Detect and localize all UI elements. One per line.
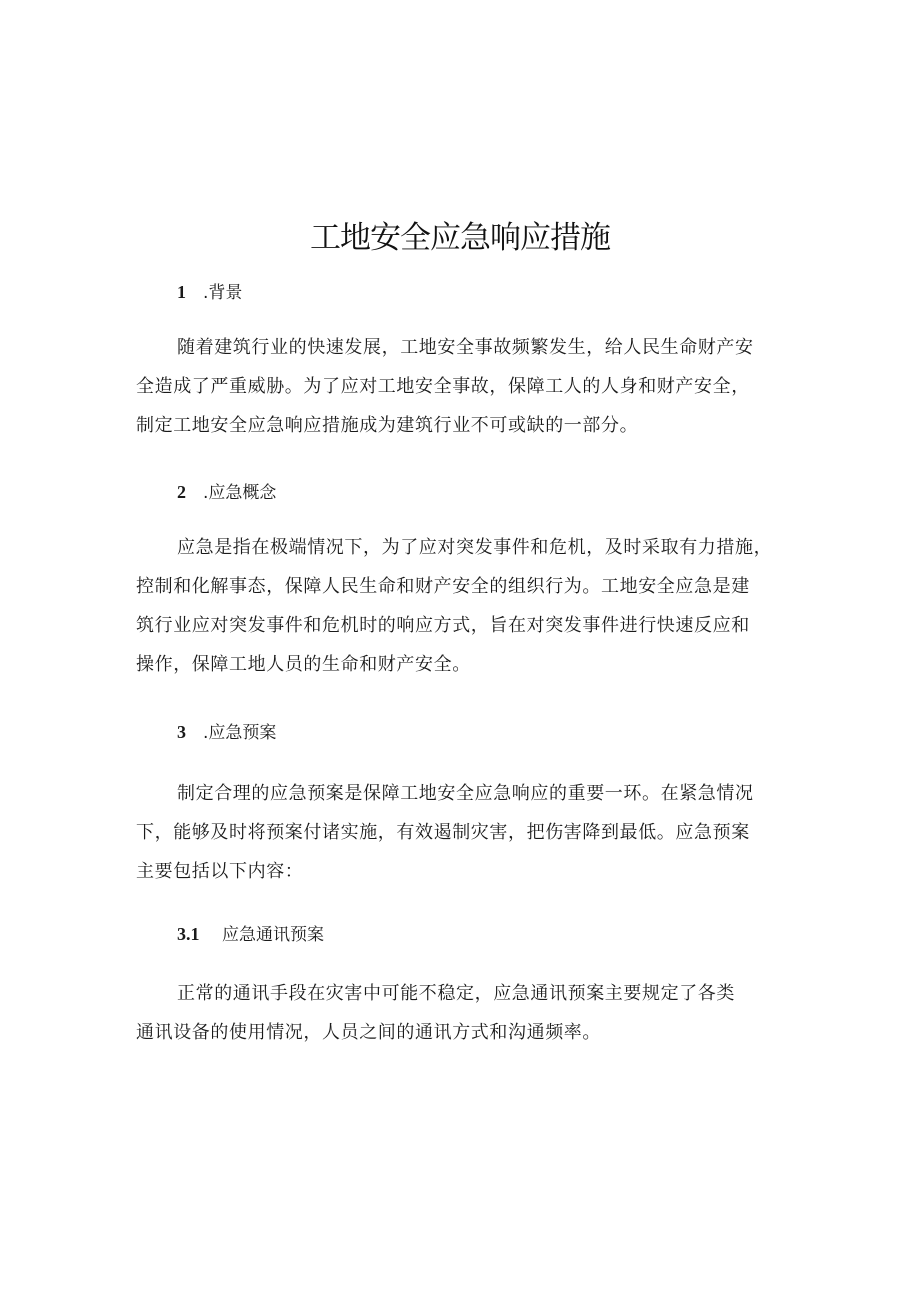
paragraph-line: 下，能够及时将预案付诸实施，有效遏制灾害，把伤害降到最低。应急预案 bbox=[136, 822, 750, 843]
section-title: .背景 bbox=[203, 283, 243, 303]
section-paragraph-3 bbox=[136, 774, 800, 891]
paragraph-line: 制定合理的应急预案是保障工地安全应急响应的重要一环。在紧急情况 bbox=[177, 783, 754, 804]
paragraph-line: 主要包括以下内容： bbox=[136, 861, 304, 882]
paragraph-line: 制定工地安全应急响应措施成为建筑行业不可或缺的一部分。 bbox=[136, 415, 639, 436]
document-title: 工地安全应急响应措施 bbox=[310, 220, 610, 256]
paragraph-line: 筑行业应对突发事件和危机时的响应方式，旨在对突发事件进行快速反应和 bbox=[136, 615, 750, 636]
section-number: 1 bbox=[177, 282, 186, 302]
subsection-heading-3-1 bbox=[177, 922, 324, 947]
section-paragraph-3-1 bbox=[136, 974, 800, 1052]
section-heading-1 bbox=[177, 280, 242, 305]
paragraph-line: 控制和化解事态，保障人民生命和财产安全的组织行为。工地安全应急是建 bbox=[136, 576, 750, 597]
section-number: 3 bbox=[177, 722, 186, 742]
section-title: .应急概念 bbox=[203, 483, 277, 503]
section-paragraph-1 bbox=[136, 328, 800, 445]
section-title: 应急通讯预案 bbox=[222, 925, 324, 945]
section-heading-2 bbox=[177, 480, 276, 505]
paragraph-line: 全造成了严重威胁。为了应对工地安全事故，保障工人的人身和财产安全， bbox=[136, 376, 750, 397]
paragraph-line: 操作，保障工地人员的生命和财产安全。 bbox=[136, 654, 471, 675]
paragraph-line: 应急是指在极端情况下，为了应对突发事件和危机，及时采取有力措施， bbox=[177, 537, 773, 558]
section-number: 3.1 bbox=[177, 924, 200, 944]
section-number: 2 bbox=[177, 482, 186, 502]
section-paragraph-2 bbox=[136, 528, 800, 684]
section-title: .应急预案 bbox=[203, 723, 277, 743]
paragraph-line: 随着建筑行业的快速发展，工地安全事故频繁发生，给人民生命财产安 bbox=[177, 337, 754, 358]
paragraph-line: 正常的通讯手段在灾害中可能不稳定，应急通讯预案主要规定了各类 bbox=[177, 983, 735, 1004]
section-heading-3 bbox=[177, 720, 276, 745]
paragraph-line: 通讯设备的使用情况，人员之间的通讯方式和沟通频率。 bbox=[136, 1022, 601, 1043]
